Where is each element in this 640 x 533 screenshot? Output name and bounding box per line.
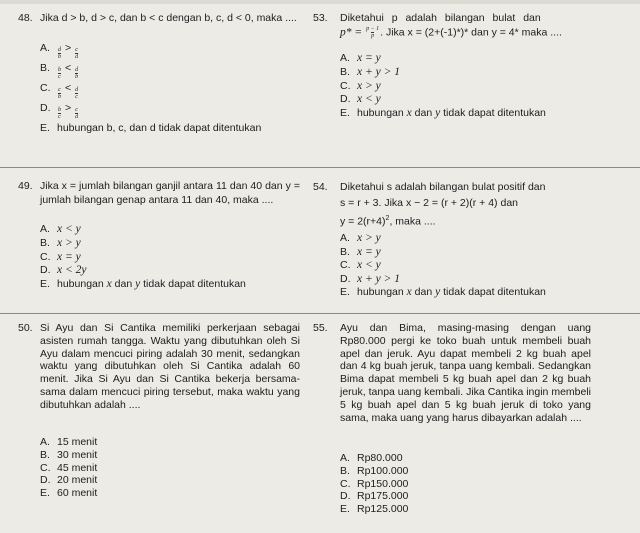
option-letter: B.: [40, 62, 50, 74]
question-50: [18, 322, 300, 512]
option-c[interactable]: [340, 80, 598, 94]
option-list: [40, 436, 300, 500]
option-letter: D.: [40, 474, 51, 487]
option-d[interactable]: [340, 93, 598, 107]
fraction: $\frac{d}{b}$: [75, 67, 79, 80]
option-text: Rp150.000: [357, 477, 409, 490]
option-text: x < y: [357, 259, 381, 271]
question-stem-line1: Diketahui s adalah bilangan bulat positif dan: [340, 181, 546, 193]
option-letter: D.: [40, 264, 51, 277]
option-text: hubungan x dan y tidak dapat ditentukan: [357, 286, 546, 298]
option-list: [40, 223, 300, 292]
question-stem-line3: $y = 2(r+4)^2$, maka ....: [340, 215, 436, 228]
option-letter: C.: [340, 259, 351, 271]
question-49: [18, 180, 300, 300]
question-53: [313, 12, 598, 127]
option-letter: C.: [340, 477, 351, 490]
question-stem-line2: s = r + 3. Jika x − 2 = (r + 2)(r + 4) dan: [340, 197, 518, 209]
question-number: 54.: [313, 181, 328, 193]
option-letter: C.: [40, 82, 51, 94]
question-number: 48.: [18, 12, 33, 24]
option-letter: E.: [340, 503, 350, 516]
option-c[interactable]: [340, 259, 603, 273]
option-text: 30 menit: [57, 448, 98, 461]
option-d[interactable]: D. $\frac{b}{c}$ > $\frac{c}{d}$: [40, 102, 79, 120]
option-letter: A.: [340, 452, 350, 464]
option-list: [340, 452, 591, 516]
option-text: 20 menit: [57, 474, 98, 487]
question-stem: Jika x = jumlah bilangan ganjil antara 11 dan 40 dan y = jumlah bilangan genap antara 11 dan 40, maka ....: [40, 180, 300, 206]
question-stem: Si Ayu dan Si Cantika memiliki perkerjaan sebagai asisten rumah tangga. Waktu yang dibutuhkan oleh Si Ayu dalam mencuci piring adalah 30 menit, sedangkan waktu yang dibutuhkan oleh Si Cantika adalah 60 menit. Jika Si Ayu dan Si Cantika bekerja bersama-sama dalam mencuci piring tersebut, maka waktu yang dibutuhkan adalah ....: [40, 322, 300, 411]
option-b[interactable]: [40, 449, 300, 462]
option-a[interactable]: A. $\frac{d}{b}$ > $\frac{c}{d}$: [40, 42, 79, 60]
option-text: x > y: [57, 236, 81, 249]
option-letter: B.: [340, 245, 350, 258]
option-letter: A.: [40, 436, 50, 448]
fraction: $\frac{d}{b}$: [58, 47, 61, 60]
option-letter: C.: [340, 79, 351, 92]
option-text: 45 menit: [57, 461, 98, 474]
option-text: Rp100.000: [357, 464, 409, 477]
option-text: x < 2y: [57, 264, 87, 277]
question-stem: Ayu dan Bima, masing-masing dengan uang Rp80.000 pergi ke toko buah untuk membeli buah apel dan jeruk. Ayu dapat membeli 2 kg buah apel dan 4 kg buah jeruk, tanpa uang kembali. Sedangkan Bima dapat membeli 5 kg buah apel dan 2 kg buah jeruk, tanpa uang kembali. Jika Cantika ingin membeli 5 kg buah apel dan 5 kg buah jeruk di toko yang sama, maka uang yang harus dibayarkan adalah ....: [340, 322, 591, 424]
question-stem-line2: p* = $\frac{p - 1}{p}$ . Jika x = (2+(-1)*)* dan y = 4* maka ....: [340, 26, 562, 39]
option-letter: E.: [40, 122, 50, 134]
fraction: $\frac{c}{d}$: [75, 47, 79, 60]
option-list: [340, 232, 603, 300]
option-letter: A.: [340, 232, 350, 244]
option-text: x + y > 1: [357, 65, 400, 78]
option-e[interactable]: [40, 487, 300, 500]
option-d[interactable]: [40, 474, 300, 487]
option-b[interactable]: [40, 237, 300, 251]
option-text: hubungan x dan y tidak dapat ditentukan: [57, 278, 246, 291]
question-number: 49.: [18, 180, 33, 192]
option-letter: B.: [40, 448, 50, 461]
question-stem: Jika d > b, d > c, dan b < c dengan b, c, d < 0, maka ....: [40, 12, 297, 24]
option-letter: B.: [340, 464, 350, 477]
option-text: x = y: [357, 245, 381, 258]
option-d[interactable]: [340, 490, 591, 503]
question-48: [18, 12, 300, 162]
option-letter: E.: [340, 107, 350, 120]
fraction: $\frac{b}{c}$: [58, 67, 61, 80]
question-54: [313, 180, 603, 305]
option-letter: A.: [40, 42, 50, 54]
option-text: Rp175.000: [357, 490, 409, 503]
option-letter: D.: [340, 490, 351, 503]
option-text: 60 menit: [57, 487, 98, 500]
option-b[interactable]: [340, 66, 598, 80]
option-a[interactable]: [340, 232, 603, 246]
fraction: $\frac{b}{c}$: [58, 107, 61, 120]
fraction: $\frac{p - 1}{p}$: [366, 26, 380, 39]
option-e[interactable]: [340, 503, 591, 516]
question-number: 50.: [18, 322, 33, 334]
option-letter: D.: [340, 272, 351, 285]
option-letter: B.: [40, 236, 50, 249]
row-divider-1: [0, 167, 640, 168]
option-letter: E.: [40, 487, 50, 500]
option-b[interactable]: [340, 465, 591, 478]
option-a[interactable]: [40, 436, 300, 449]
option-c[interactable]: [40, 251, 300, 265]
fraction: $\frac{c}{b}$: [58, 87, 61, 100]
option-c[interactable]: [40, 462, 300, 475]
page-top-edge: [0, 0, 640, 4]
option-letter: E.: [40, 278, 50, 291]
option-letter: E.: [340, 286, 350, 298]
option-c[interactable]: [340, 478, 591, 491]
option-e[interactable]: [340, 107, 598, 121]
option-text: 15 menit: [57, 436, 98, 448]
option-text: Rp80.000: [357, 452, 403, 464]
option-c[interactable]: C. $\frac{c}{b}$ < $\frac{d}{c}$: [40, 82, 79, 100]
option-text: x = y: [357, 52, 381, 64]
option-a[interactable]: [40, 223, 300, 237]
option-letter: B.: [340, 65, 350, 78]
question-stem-line1: Diketahui p adalah bilangan bulat dan: [340, 12, 541, 24]
option-text: hubungan b, c, dan d tidak dapat ditentukan: [57, 122, 262, 134]
option-e[interactable]: [40, 122, 300, 136]
option-d[interactable]: [40, 264, 300, 278]
option-text: x < y: [357, 93, 381, 106]
option-a[interactable]: [340, 452, 591, 465]
option-text: Rp125.000: [357, 503, 409, 516]
option-text: x > y: [357, 79, 381, 92]
option-text: x + y > 1: [357, 272, 400, 285]
option-letter: D.: [340, 93, 351, 106]
option-b[interactable]: [340, 246, 603, 260]
question-number: 55.: [313, 322, 328, 334]
option-list: [340, 52, 598, 121]
option-letter: C.: [40, 250, 51, 263]
option-text: x = y: [57, 250, 81, 263]
option-letter: A.: [340, 52, 350, 64]
option-list: [40, 42, 300, 136]
option-a[interactable]: [340, 52, 598, 66]
fraction: $\frac{d}{c}$: [75, 87, 79, 100]
option-e[interactable]: [340, 286, 603, 300]
option-letter: C.: [40, 461, 51, 474]
row-divider-2: [0, 313, 640, 314]
option-text: x < y: [57, 223, 81, 235]
option-text: x > y: [357, 232, 381, 244]
option-d[interactable]: [340, 273, 603, 287]
option-b[interactable]: B. $\frac{b}{c}$ < $\frac{d}{b}$: [40, 62, 79, 80]
question-number: 53.: [313, 12, 328, 24]
option-letter: A.: [40, 223, 50, 235]
fraction: $\frac{c}{d}$: [75, 107, 79, 120]
option-letter: D.: [40, 102, 51, 114]
option-e[interactable]: [40, 278, 300, 292]
option-text: hubungan x dan y tidak dapat ditentukan: [357, 107, 546, 120]
question-55: [313, 322, 591, 527]
